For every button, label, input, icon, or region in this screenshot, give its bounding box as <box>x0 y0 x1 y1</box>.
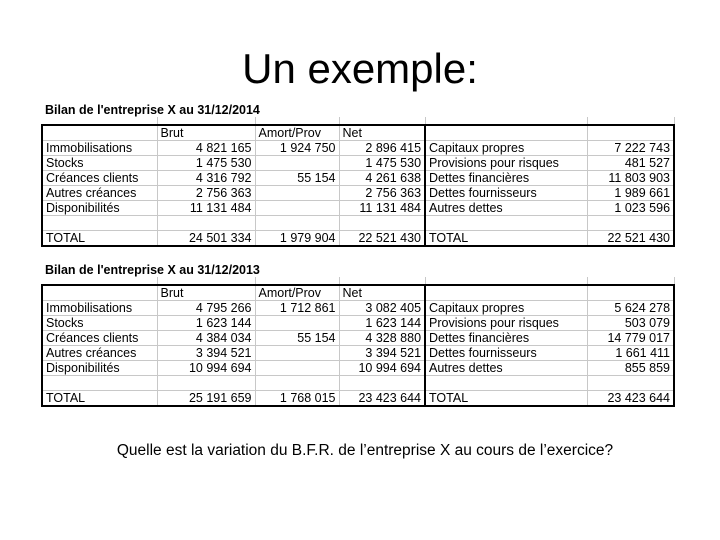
table-row <box>42 331 674 346</box>
total-net: 23 423 644 <box>339 391 425 407</box>
asset-label: Disponibilités <box>42 201 157 216</box>
slide-title: Un exemple: <box>242 45 478 92</box>
net-value: 1 475 530 <box>339 156 425 171</box>
asset-label: Créances clients <box>42 171 157 186</box>
column-header-net: Net <box>339 125 425 141</box>
total-label: TOTAL <box>42 391 157 407</box>
brut-value: 3 394 521 <box>157 346 255 361</box>
total-brut: 24 501 334 <box>157 231 255 247</box>
net-value: 4 328 880 <box>339 331 425 346</box>
liability-label: Autres dettes <box>425 201 587 216</box>
total-amort: 1 979 904 <box>255 231 339 247</box>
asset-label: Autres créances <box>42 186 157 201</box>
total-net: 22 521 430 <box>339 231 425 247</box>
amort-value: 1 924 750 <box>255 141 339 156</box>
net-value: 2 756 363 <box>339 186 425 201</box>
table-caption: Bilan de l'entreprise X au 31/12/2014 <box>45 103 260 117</box>
liability-label: Capitaux propres <box>425 301 587 316</box>
table-caption: Bilan de l'entreprise X au 31/12/2013 <box>45 263 260 277</box>
table-row <box>42 186 674 201</box>
liability-amount: 7 222 743 <box>587 141 674 156</box>
liability-amount: 1 023 596 <box>587 201 674 216</box>
brut-value: 11 131 484 <box>157 201 255 216</box>
liability-label: Dettes financières <box>425 331 587 346</box>
net-value: 4 261 638 <box>339 171 425 186</box>
total-amort: 1 768 015 <box>255 391 339 407</box>
liability-label: Provisions pour risques <box>425 316 587 331</box>
liability-label: Dettes fournisseurs <box>425 186 587 201</box>
liability-amount: 481 527 <box>587 156 674 171</box>
liability-amount: 1 989 661 <box>587 186 674 201</box>
net-value: 10 994 694 <box>339 361 425 376</box>
table-row <box>42 141 674 156</box>
total-label-liabilities: TOTAL <box>425 231 587 247</box>
column-header-amort-prov: Amort/Prov <box>255 125 339 141</box>
liability-amount: 11 803 903 <box>587 171 674 186</box>
total-amount: 23 423 644 <box>587 391 674 407</box>
brut-value: 4 821 165 <box>157 141 255 156</box>
total-label-liabilities: TOTAL <box>425 391 587 407</box>
net-value: 3 082 405 <box>339 301 425 316</box>
liability-amount: 5 624 278 <box>587 301 674 316</box>
table-row <box>42 361 674 376</box>
amort-value: 55 154 <box>255 171 339 186</box>
table-row <box>42 171 674 186</box>
column-header-amort-prov: Amort/Prov <box>255 285 339 301</box>
brut-value: 4 384 034 <box>157 331 255 346</box>
brut-value: 1 475 530 <box>157 156 255 171</box>
asset-label: Stocks <box>42 316 157 331</box>
net-value: 2 896 415 <box>339 141 425 156</box>
table-row <box>42 316 674 331</box>
asset-label: Stocks <box>42 156 157 171</box>
amort-value <box>255 156 339 171</box>
table-row <box>42 156 674 171</box>
table-row <box>42 346 674 361</box>
brut-value: 2 756 363 <box>157 186 255 201</box>
column-header-brut: Brut <box>157 125 255 141</box>
brut-value: 10 994 694 <box>157 361 255 376</box>
amort-value <box>255 201 339 216</box>
liability-label: Capitaux propres <box>425 141 587 156</box>
total-amount: 22 521 430 <box>587 231 674 247</box>
amort-value <box>255 346 339 361</box>
brut-value: 4 316 792 <box>157 171 255 186</box>
amort-value: 1 712 861 <box>255 301 339 316</box>
asset-label: Créances clients <box>42 331 157 346</box>
table-row <box>42 301 674 316</box>
asset-label: Immobilisations <box>42 301 157 316</box>
total-row <box>42 231 674 247</box>
net-value: 1 623 144 <box>339 316 425 331</box>
brut-value: 1 623 144 <box>157 316 255 331</box>
question-text: Quelle est la variation du B.F.R. de l’entreprise X au cours de l’exercice? <box>116 442 614 459</box>
liability-label: Dettes fournisseurs <box>425 346 587 361</box>
liability-label: Dettes financières <box>425 171 587 186</box>
liability-label: Provisions pour risques <box>425 156 587 171</box>
net-value: 11 131 484 <box>339 201 425 216</box>
net-value: 3 394 521 <box>339 346 425 361</box>
asset-label: Autres créances <box>42 346 157 361</box>
amort-value <box>255 361 339 376</box>
amort-value: 55 154 <box>255 331 339 346</box>
asset-label: Immobilisations <box>42 141 157 156</box>
amort-value <box>255 316 339 331</box>
liability-amount: 14 779 017 <box>587 331 674 346</box>
total-row <box>42 391 674 407</box>
total-label: TOTAL <box>42 231 157 247</box>
column-header-net: Net <box>339 285 425 301</box>
brut-value: 4 795 266 <box>157 301 255 316</box>
liability-label: Autres dettes <box>425 361 587 376</box>
asset-label: Disponibilités <box>42 361 157 376</box>
balance-sheet-2013 <box>41 263 675 407</box>
liability-amount: 503 079 <box>587 316 674 331</box>
amort-value <box>255 186 339 201</box>
table-row <box>42 201 674 216</box>
column-header-brut: Brut <box>157 285 255 301</box>
liability-amount: 1 661 411 <box>587 346 674 361</box>
liability-amount: 855 859 <box>587 361 674 376</box>
total-brut: 25 191 659 <box>157 391 255 407</box>
balance-sheet-2014 <box>41 103 675 247</box>
